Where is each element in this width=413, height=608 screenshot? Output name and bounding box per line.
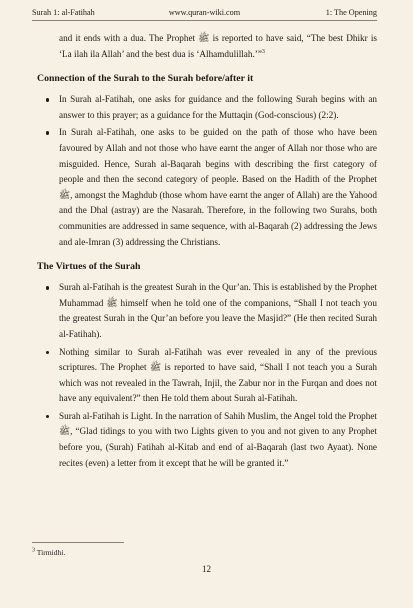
list-item-text: Nothing similar to Surah al-Fatihah was ever revealed in any of the previous scriptures. The Prophet ﷺ is reported to have said, “Shall I not teach you a Surah which was not revealed in the Tawrah, Injil, the Zabur nor in the Furqan and does not have any equivalent?” then He told them about Surah al-Fatihah. xyxy=(59,346,377,404)
bullet-icon xyxy=(46,351,49,354)
footnote-divider xyxy=(32,542,124,543)
section-heading-connection: Connection of the Surah to the Surah before/after it xyxy=(37,73,254,85)
bullet-icon xyxy=(46,415,49,418)
intro-paragraph xyxy=(37,31,377,62)
bullet-icon xyxy=(46,98,49,101)
intro-text: and it ends with a dua. The Prophet ﷺ is reported to have said, “The best Dhikr is ‘La ilah ila Allah’ and the best dua is ‘Alhamdulillah.’” xyxy=(59,33,378,59)
list-item-text: In Surah al-Fatihah, one asks for guidance and the following Surah begins with an answer to this prayer; as a guidance for the Muttaqin (God-conscious) (2:2). xyxy=(59,94,377,120)
list-item-text: Surah al-Fatihah is Light. In the narration of Sahih Muslim, the Angel told the Prophet ﷺ, “Glad tidings to you with two Lights given to you and not given to any Prophet before you, (Surah) Fatihah al-Kitab and end of al-Baqarah (last two Ayaat). None recites (even) a letter from it except that he will be granted it.” xyxy=(59,410,377,468)
running-header xyxy=(32,7,377,19)
header-chapter: 1: The Opening xyxy=(325,8,377,17)
bullet-icon xyxy=(46,131,49,134)
header-surah-title: Surah 1: al-Fatihah xyxy=(32,8,95,17)
footnote xyxy=(32,548,65,558)
list-item xyxy=(37,280,377,342)
list-item-text: Surah al-Fatihah is the greatest Surah in the Qur’an. This is established by the Prophet Muhammad ﷺ himself when he told one of the companions, “Shall I not teach you the greatest Surah in the Qur’an before you leave the Masjid?” (He then recited Surah al-Fatihah). xyxy=(59,282,377,339)
header-website: www.quran-wiki.com xyxy=(168,8,241,17)
footnote-marker: 3 xyxy=(32,547,35,554)
bullet-icon xyxy=(46,286,49,289)
page-number: 12 xyxy=(202,564,211,574)
footnote-reference: 3 xyxy=(261,48,265,55)
list-item-text: In Surah al-Fatihah, one asks to be guided on the path of those who have been favoured by Allah and not those who have earnt the anger of Allah nor those who are misguided. Hence, Surah al-Baqarah begins with describing the first category of people and then the second category of people. Based on the Hadith of the Prophet ﷺ, amongst the Maghdub (those whom have earnt the anger of Allah) are the Yahood and the Dhal (astray) are the Nasarah. Therefore, in the following two Surahs, both communities are addressed in same sequence, with al-Baqarah (2) addressing the Jews and ale-Imran (3) addressing the Christians. xyxy=(59,127,377,247)
list-item xyxy=(37,409,377,471)
bullet-list-connection xyxy=(37,92,377,250)
list-item xyxy=(37,345,377,407)
section-heading-virtues: The Virtues of the Surah xyxy=(37,261,141,273)
page-body xyxy=(37,31,377,473)
list-item xyxy=(37,125,377,250)
header-divider xyxy=(32,20,377,21)
list-item xyxy=(37,92,377,123)
footnote-text: Tirmidhi. xyxy=(36,548,66,557)
bullet-list-virtues xyxy=(37,280,377,471)
